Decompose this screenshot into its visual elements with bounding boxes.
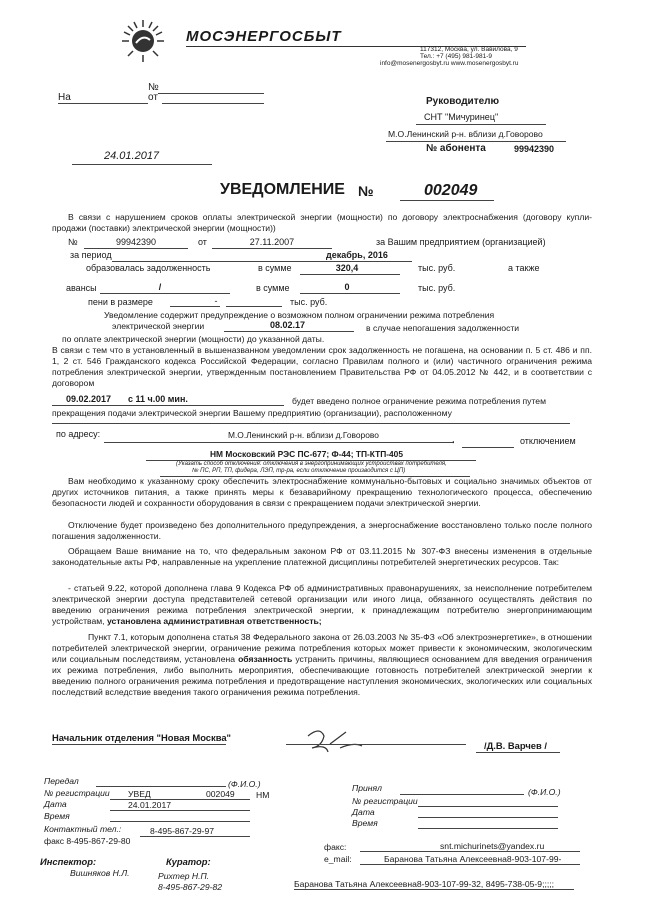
received-date-line: [418, 817, 558, 818]
obligation-text-c: устранить причины, являющиеся основанием для введения ограничения их режима потребления, либо выполнить мероприятия, обеспечивающие готовность потребителей электрической энергии к введению полного ограничения режима потребления и предотвращение наступления экономических, экологических или социальных последствий вследствие введения такого ограничения режима потребления.: [52, 654, 592, 697]
requirements-paragraph: Вам необходимо к указанному сроку обеспечить электроснабжение коммунально-бытовых и социально значимых объектов от других источников питания, а также принять меры к безаварийному прекращению технологического процесса, обеспечению безопасности людей и сохранности оборудования в связи с прекращением подачи электрической энергии.: [52, 476, 592, 508]
equipment-hint-2: № ПС, РП, ТП, фидера, ЛЭП, тр-ра, если отключение производится с ЦП): [192, 468, 406, 474]
admin-liability-text: - статьей 9.22, которой дополнена глава 9 Кодекса РФ об административных правонарушениях, за неисполнение потребителем электрической энергии доступа представителей сетевой организации или иного лица, обязанного осуществлять действия по введению ограничения режима потребления электрической энергии, к принадлежащим потребителю энергопринимающим устройствам,: [52, 583, 592, 626]
recipient-title: Руководителю: [426, 96, 500, 107]
penalty-rub-label: тыс. руб.: [290, 297, 328, 307]
passed-fio-label: (Ф.И.О.): [228, 779, 261, 789]
warning-line-1: Уведомление содержит предупреждение о возможном полном ограничении режима потребления: [104, 310, 495, 320]
recipient-org-line: [416, 124, 546, 125]
signer-position-line: [52, 744, 226, 745]
contact-label: Контактный тел.:: [44, 824, 122, 834]
advances-rub-label: тыс. руб.: [418, 283, 456, 293]
advances-value: /: [158, 282, 162, 292]
notice-number-line: [400, 200, 494, 201]
received-label: Принял: [352, 783, 382, 793]
recipient-address-line: [386, 141, 566, 142]
law-change-paragraph: Обращаем Ваше внимание на то, что федеральным законом РФ от 03.11.2015 № 307-ФЗ внесены изменения в отдельные законодательные акты РФ, направленные на укрепление платежной дисциплины потребителей энергетических ресурсов. Так:: [52, 546, 592, 567]
penalty-line-a: [170, 306, 220, 307]
legal-basis-paragraph: В связи с тем что в установленный в вышеназванном уведомлении срок задолженность не погашена, на основании п. 5 ст. 486 и пп. 1, 2 ст. 546 Гражданского кодекса Российской Федерации, согласно Правилам полного и (или) частичного ограничения режима потребления электрической энергии, утвержденным постановлением Правительства РФ от 04.05.2012 № 442, и в соответствии с договором: [52, 345, 592, 388]
inspector-label: Инспектор:: [40, 856, 97, 867]
period-value: декабрь, 2016: [326, 250, 388, 260]
contact-value: 8-495-867-29-97: [150, 826, 215, 836]
outgoing-no-line: [158, 93, 264, 94]
address-line: [104, 442, 454, 443]
fax-value: факс 8-495-867-29-80: [44, 836, 131, 846]
contract-number-line: [84, 248, 188, 249]
signer-sign-line: [286, 744, 466, 745]
inspector-name: Вишняков Н.Л.: [70, 868, 130, 878]
admin-liability-paragraph: [52, 583, 592, 627]
ref-ot-label: от: [148, 92, 158, 103]
passed-line: [96, 786, 226, 787]
advances-sum: 0: [344, 282, 350, 292]
company-address: 117312, Москва, ул. Вавилова, 9: [420, 46, 518, 53]
time-line: [110, 821, 250, 822]
equipment-hint-1: (Указать способ отключения: отключения в энергопринимающих устройствах потребителя,: [176, 461, 447, 467]
advances-sum-line: [300, 293, 400, 294]
curator-name: Рихтер Н.П.: [158, 871, 210, 881]
letter-date-line: [72, 164, 212, 165]
disconnection-paragraph: Отключение будет произведено без дополнительного предупреждения, а энергоснабжение восстановлено только после полного погашения задолженности.: [52, 520, 592, 541]
address-comma: ,: [452, 434, 455, 444]
contact-full-line: [294, 889, 574, 890]
contact-person: Баранова Татьяна Алексеевна8-903-107-99-: [384, 854, 562, 864]
contract-no-label: №: [68, 237, 78, 247]
outgoing-no-label: №: [148, 82, 159, 93]
received-reg-label: № регистрации: [352, 796, 418, 806]
date-label: Дата: [44, 799, 67, 809]
date-value: 24.01.2017: [128, 800, 172, 810]
account-label: № абонента: [426, 143, 486, 154]
also-label: а также: [508, 263, 540, 273]
obligation-text-a: Пункт 7.1, которым дополнена статья 38 Федерального закона от 26.03.2003 № 35-ФЗ «Об электроэнергетике», в отношении потребителей электрической энергии, ограничение режима потребления которых может привести к экономическим, экологическим или социальным последствиям, установлена: [52, 632, 592, 664]
reg-number: 002049: [206, 789, 235, 799]
advances-sum-label: в сумме: [256, 283, 290, 293]
penalty-value: -: [214, 296, 218, 306]
intro-paragraph: В связи с нарушением сроков оплаты электрической энергии (мощности) по договору электроснабжения (договору купли-продажи (поставки) электрической энергии (мощности)): [52, 212, 592, 233]
curator-label: Куратор:: [166, 856, 211, 867]
equipment-value: НМ Московский РЭС ПС-677; Ф-44; ТП-КТП-405: [210, 449, 403, 459]
off-line: [462, 447, 514, 448]
received-line: [400, 794, 524, 795]
period-line: [112, 261, 412, 262]
warning-line-4: по оплате электрической энергии (мощности) до указанной даты.: [62, 334, 325, 344]
company-phone: Тел.: +7 (495) 981-981-9: [420, 53, 493, 60]
ref-ot-line: [162, 103, 264, 104]
logo-emblem: [120, 18, 166, 64]
contract-date: 27.11.2007: [249, 237, 295, 247]
address-value: М.О.Ленинский р-н. вблизи д.Говорово: [228, 430, 379, 440]
notice-title: УВЕДОМЛЕНИЕ: [220, 181, 345, 198]
ref-na-line: [72, 103, 146, 104]
received-fio-label: (Ф.И.О.): [528, 787, 561, 797]
debt-rub-label: тыс. руб.: [418, 263, 456, 273]
company-email: info@mosenergosbyt.ru www.mosenergosbyt.ru: [380, 60, 519, 67]
contact-person-line: [360, 864, 580, 865]
reg-value: УВЕД: [128, 789, 151, 799]
signer-position: Начальник отделения "Новая Москва": [52, 732, 232, 743]
received-time-label: Время: [352, 818, 378, 828]
advances-line: [100, 293, 230, 294]
obligation-paragraph: [52, 632, 592, 698]
period-label: за период: [70, 250, 112, 260]
limit-line: [52, 405, 284, 406]
limit-date: 09.02.2017: [66, 394, 112, 404]
debt-label: образовалась задолженность: [86, 263, 211, 273]
received-time-line: [418, 828, 558, 829]
notice-no-label: №: [358, 183, 374, 199]
notice-number: 002049: [424, 182, 478, 199]
time-label: Время: [44, 811, 70, 821]
obligation-bold: обязанность: [238, 654, 293, 664]
recipient-address: М.О.Ленинский р-н. вблизи д.Говорово: [388, 129, 543, 139]
passed-label: Передал: [44, 776, 79, 786]
ref-na-label: На: [58, 92, 71, 103]
reg-label: № регистрации: [44, 788, 110, 798]
limit-text-line: [52, 423, 570, 424]
handwritten-signature: [300, 722, 380, 762]
signer-name: /Д.В. Варчев /: [484, 740, 547, 751]
signer-name-line: [476, 752, 560, 753]
penalty-label: пени в размере: [88, 297, 153, 307]
limit-text-2: прекращения подачи электрической энергии Вашему предприятию (организации), расположенному: [52, 408, 452, 418]
limit-time: с 11 ч.00 мин.: [128, 394, 188, 404]
by-enterprise-text: за Вашим предприятием (организацией): [376, 237, 546, 247]
debt-sum-label: в сумме: [258, 263, 292, 273]
date-line: [110, 810, 250, 811]
contract-date-line: [212, 248, 332, 249]
debt-sum: 320,4: [335, 263, 359, 273]
fax-label: факс:: [324, 842, 347, 852]
penalty-line-b: [226, 306, 282, 307]
warning-date: 08.02.17: [270, 320, 306, 330]
warning-line-2: электрической энергии: [112, 321, 205, 331]
curator-phone: 8-495-867-29-82: [158, 882, 223, 892]
admin-liability-bold: установлена административная ответственность;: [106, 616, 322, 626]
email-line: [360, 851, 580, 852]
received-date-label: Дата: [352, 807, 375, 817]
reg-suffix: НМ: [256, 790, 270, 800]
brand-name: МОСЭНЕРГОСБЫТ: [186, 28, 342, 45]
contract-number: 99942390: [115, 237, 157, 247]
account-number: 99942390: [514, 144, 555, 154]
address-label: по адресу:: [56, 429, 101, 439]
contact-line: [140, 836, 250, 837]
debt-sum-line: [300, 274, 400, 275]
letter-date: 24.01.2017: [104, 150, 160, 162]
contract-ot-label: от: [198, 237, 207, 247]
off-label: отключением: [520, 436, 576, 446]
contact-full: Баранова Татьяна Алексеевна8-903-107-99-32, 8495-738-05-9;;;;;: [294, 879, 555, 889]
received-reg-line: [418, 806, 558, 807]
email-label: e_mail:: [324, 854, 352, 864]
warning-date-line: [224, 331, 354, 332]
email-value: snt.michurinets@yandex.ru: [440, 841, 545, 851]
warning-line-3: в случае непогашения задолженности: [366, 323, 520, 333]
limit-text: будет введено полное ограничение режима потребления путем: [292, 396, 546, 406]
recipient-org: СНТ "Мичуринец": [424, 112, 499, 122]
advances-label: авансы: [66, 283, 97, 293]
